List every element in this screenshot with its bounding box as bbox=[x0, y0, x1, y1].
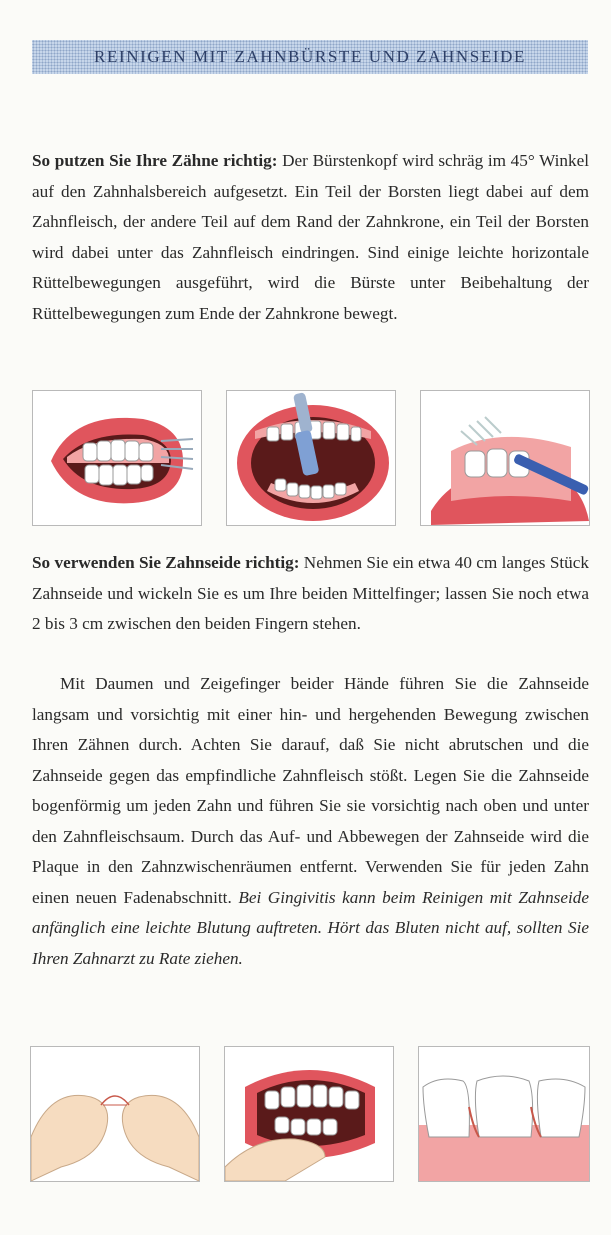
hands-holding-floss-image bbox=[31, 1047, 199, 1181]
brushing-heading: So putzen Sie Ihre Zähne richtig: bbox=[32, 151, 278, 170]
brushing-illustration-2 bbox=[226, 390, 396, 526]
floss-heading: So verwenden Sie Zahnseide richtig: bbox=[32, 553, 300, 572]
floss-instructions-paragraph bbox=[32, 669, 589, 974]
brushing-paragraph bbox=[32, 146, 589, 329]
brushing-illustration-1 bbox=[32, 390, 202, 526]
floss-intro-text: Nehmen Sie ein etwa 40 cm langes Stück Zahnseide und wickeln Sie es um Ihre beiden Mittelfinger; lassen Sie noch etwa 2 bis 3 cm zwischen den beiden Fingern stehen. bbox=[32, 553, 589, 633]
gingivitis-note: Bei Gingivitis kann beim Reinigen mit Zahnseide anfänglich eine leichte Blutung auftreten. Hört das Bluten nicht auf, sollten Sie Ihren Zahnarzt zu Rate ziehen. bbox=[32, 887, 589, 968]
teeth-crosssection-image bbox=[419, 1047, 589, 1181]
floss-illustration-2 bbox=[224, 1046, 394, 1182]
floss-intro-paragraph bbox=[32, 548, 589, 640]
brush-angle-closeup-image bbox=[421, 391, 589, 525]
mouth-open-brushing-image bbox=[227, 391, 395, 525]
brushing-illustration-3 bbox=[420, 390, 590, 526]
section-header bbox=[32, 40, 588, 74]
floss-illustration-3 bbox=[418, 1046, 590, 1182]
brushing-text: Der Bürstenkopf wird schräg im 45° Winkel auf den Zahnhalsbereich aufgesetzt. Ein Teil der Borsten liegt dabei auf dem Zahnfleisch, der andere Teil auf dem Rand der Zahnkrone, ein Teil der Borsten wird dabei unter das Zahnfleisch eindringen. Sind einige leichte horizontale Rüttelbewegungen ausgeführt, wird die Bürste unter Beibehaltung der Rüttelbewegungen zum Ende der Zahnkrone bewegt. bbox=[32, 151, 589, 323]
flossing-mouth-image bbox=[225, 1047, 393, 1181]
floss-illustration-1 bbox=[30, 1046, 200, 1182]
floss-instructions-text: Mit Daumen und Zeigefinger beider Hände führen Sie die Zahnseide langsam und vorsichtig mit einer hin- und hergehenden Bewegung zwischen Ihren Zähnen durch. Achten Sie darauf, daß Sie nicht abrutschen und die Zahnseide gegen das empfindliche Zahnfleisch stößt. Legen Sie die Zahnseide bogenförmig um jeden Zahn und führen Sie sie vorsichtig nach oben und unter den Zahnfleischsaum. Durch das Auf- und Abbewegen der Zahnseide wird die Plaque in den Zahnzwischenräumen entfernt. Verwenden Sie für jeden Zahn einen neuen Fadenabschnitt. bbox=[32, 674, 589, 907]
header-title: REINIGEN MIT ZAHNBÜRSTE UND ZAHNSEIDE bbox=[94, 47, 526, 66]
mouth-side-view-image bbox=[33, 391, 201, 525]
